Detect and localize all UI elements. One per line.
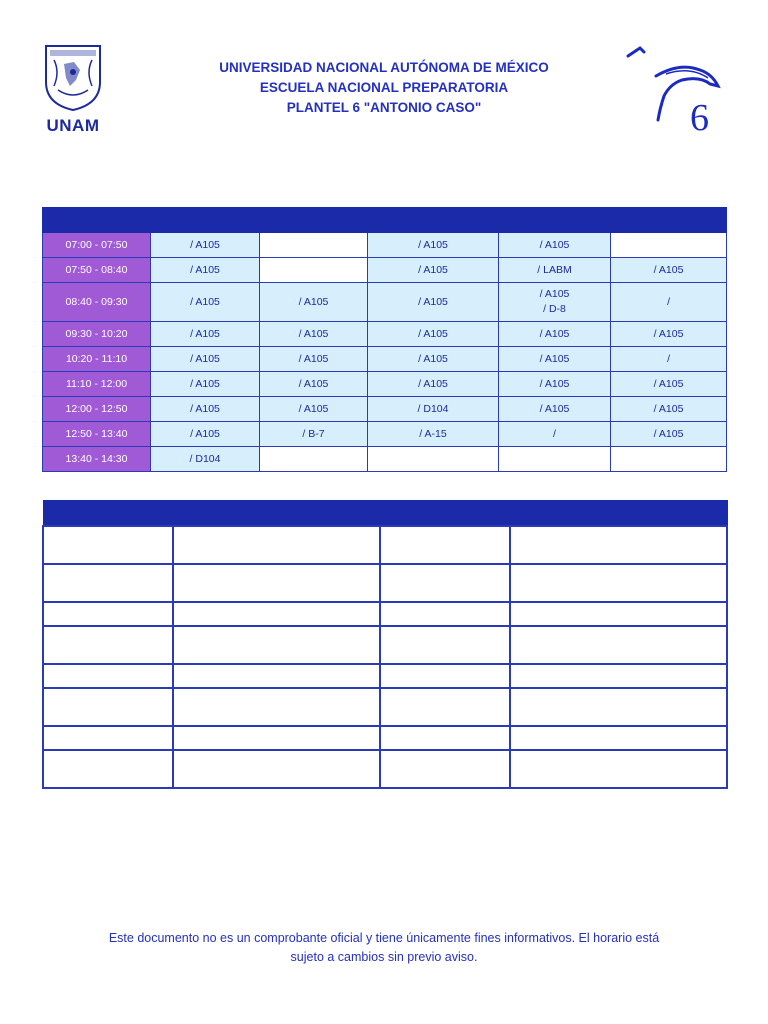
info-row (43, 750, 727, 788)
campus-name: PLANTEL 6 "ANTONIO CASO" (286, 100, 482, 115)
plantel-number: 6 (690, 97, 709, 139)
info-cell (173, 726, 380, 750)
schedule-row (43, 233, 727, 258)
class-slot: / A105 (151, 347, 260, 372)
class-slot (611, 233, 727, 258)
info-cell (510, 602, 727, 626)
info-cell (380, 602, 510, 626)
class-slot: / A105 (151, 283, 260, 322)
info-cell (510, 664, 727, 688)
info-cell (510, 626, 727, 664)
class-slot: / A105 (368, 322, 499, 347)
class-slot (499, 447, 611, 472)
disclaimer-line-2: sujeto a cambios sin previo aviso. (290, 950, 478, 964)
class-slot: / A105 (368, 372, 499, 397)
disclaimer (60, 929, 708, 967)
class-slot: / A105 (260, 397, 368, 422)
info-cell (173, 526, 380, 564)
class-slot (260, 258, 368, 283)
class-slot (260, 233, 368, 258)
class-slot: / A105 (151, 258, 260, 283)
time-slot: 13:40 - 14:30 (43, 447, 151, 472)
info-cell (380, 726, 510, 750)
time-slot: 07:50 - 08:40 (43, 258, 151, 283)
class-slot: / A105 (151, 397, 260, 422)
info-cell (380, 564, 510, 602)
info-cell (380, 688, 510, 726)
schedule-header-bar (43, 208, 727, 233)
time-slot: 07:00 - 07:50 (43, 233, 151, 258)
class-slot (611, 447, 727, 472)
info-cell (510, 750, 727, 788)
time-slot: 08:40 - 09:30 (43, 283, 151, 322)
info-cell (380, 526, 510, 564)
plantel-logo (620, 40, 730, 140)
class-slot: / (611, 347, 727, 372)
info-cell (173, 750, 380, 788)
class-slot: / A105 (368, 347, 499, 372)
class-slot: / A105 (611, 422, 727, 447)
time-slot: 11:10 - 12:00 (43, 372, 151, 397)
class-slot: / A105 (151, 233, 260, 258)
class-slot: / A105 (499, 372, 611, 397)
schedule-row (43, 258, 727, 283)
class-slot: / LABM (499, 258, 611, 283)
info-cell (510, 564, 727, 602)
class-slot: / A105 (151, 322, 260, 347)
class-slot: / A105 (368, 233, 499, 258)
info-cell (43, 626, 173, 664)
time-slot: 12:50 - 13:40 (43, 422, 151, 447)
info-cell (43, 602, 173, 626)
document-header (0, 0, 768, 150)
info-row (43, 664, 727, 688)
info-cell (510, 526, 727, 564)
class-slot: / A105 / D-8 (499, 283, 611, 322)
info-cell (173, 602, 380, 626)
info-row (43, 564, 727, 602)
class-slot: / (499, 422, 611, 447)
info-cell (43, 726, 173, 750)
school-name: ESCUELA NACIONAL PREPARATORIA (259, 80, 509, 95)
time-slot: 10:20 - 11:10 (43, 347, 151, 372)
institution-titles (200, 58, 568, 118)
info-header-bar (43, 501, 727, 527)
class-slot: / A105 (611, 322, 727, 347)
class-slot: / A105 (611, 258, 727, 283)
class-slot: / D104 (151, 447, 260, 472)
schedule-row (43, 283, 727, 322)
class-slot: / A105 (260, 322, 368, 347)
schedule-row (43, 372, 727, 397)
info-row (43, 526, 727, 564)
schedule-row (43, 397, 727, 422)
schedule-body (43, 233, 727, 472)
class-slot: / A105 (611, 372, 727, 397)
class-slot: / A-15 (368, 422, 499, 447)
class-slot: / A105 (611, 397, 727, 422)
info-row (43, 602, 727, 626)
disclaimer-line-1: Este documento no es un comprobante oficial y tiene únicamente fines informativos. El horario está (108, 931, 660, 945)
info-cell (173, 664, 380, 688)
class-schedule-table (42, 207, 727, 472)
class-slot (260, 447, 368, 472)
class-slot: / A105 (499, 347, 611, 372)
unam-shield-icon (40, 42, 106, 112)
class-slot: / A105 (499, 322, 611, 347)
class-slot: / A105 (260, 372, 368, 397)
class-slot: / A105 (151, 372, 260, 397)
class-slot: / A105 (499, 397, 611, 422)
schedule-row (43, 347, 727, 372)
info-row (43, 688, 727, 726)
class-slot (368, 447, 499, 472)
university-name: UNIVERSIDAD NACIONAL AUTÓNOMA DE MÉXICO (219, 60, 549, 75)
class-slot: / A105 (499, 233, 611, 258)
class-slot: / D104 (368, 397, 499, 422)
info-body (43, 526, 727, 788)
course-info-table (42, 500, 728, 789)
info-cell (43, 750, 173, 788)
info-row (43, 626, 727, 664)
unam-logo-text: UNAM (46, 116, 100, 135)
info-cell (173, 564, 380, 602)
schedule-row (43, 447, 727, 472)
class-slot: / B-7 (260, 422, 368, 447)
schedule-row (43, 322, 727, 347)
class-slot: / A105 (368, 258, 499, 283)
info-row (43, 726, 727, 750)
time-slot: 12:00 - 12:50 (43, 397, 151, 422)
info-cell (43, 664, 173, 688)
info-cell (43, 564, 173, 602)
info-cell (173, 688, 380, 726)
info-cell (380, 664, 510, 688)
class-slot: / A105 (151, 422, 260, 447)
info-cell (43, 526, 173, 564)
info-cell (380, 626, 510, 664)
schedule-row (43, 422, 727, 447)
class-slot: / A105 (260, 347, 368, 372)
info-cell (173, 626, 380, 664)
time-slot: 09:30 - 10:20 (43, 322, 151, 347)
eagle-six-icon (620, 40, 730, 140)
class-slot: / (611, 283, 727, 322)
info-cell (510, 688, 727, 726)
info-cell (510, 726, 727, 750)
class-slot: / A105 (368, 283, 499, 322)
class-slot: / A105 (260, 283, 368, 322)
unam-logo (40, 42, 106, 134)
info-cell (380, 750, 510, 788)
info-cell (43, 688, 173, 726)
